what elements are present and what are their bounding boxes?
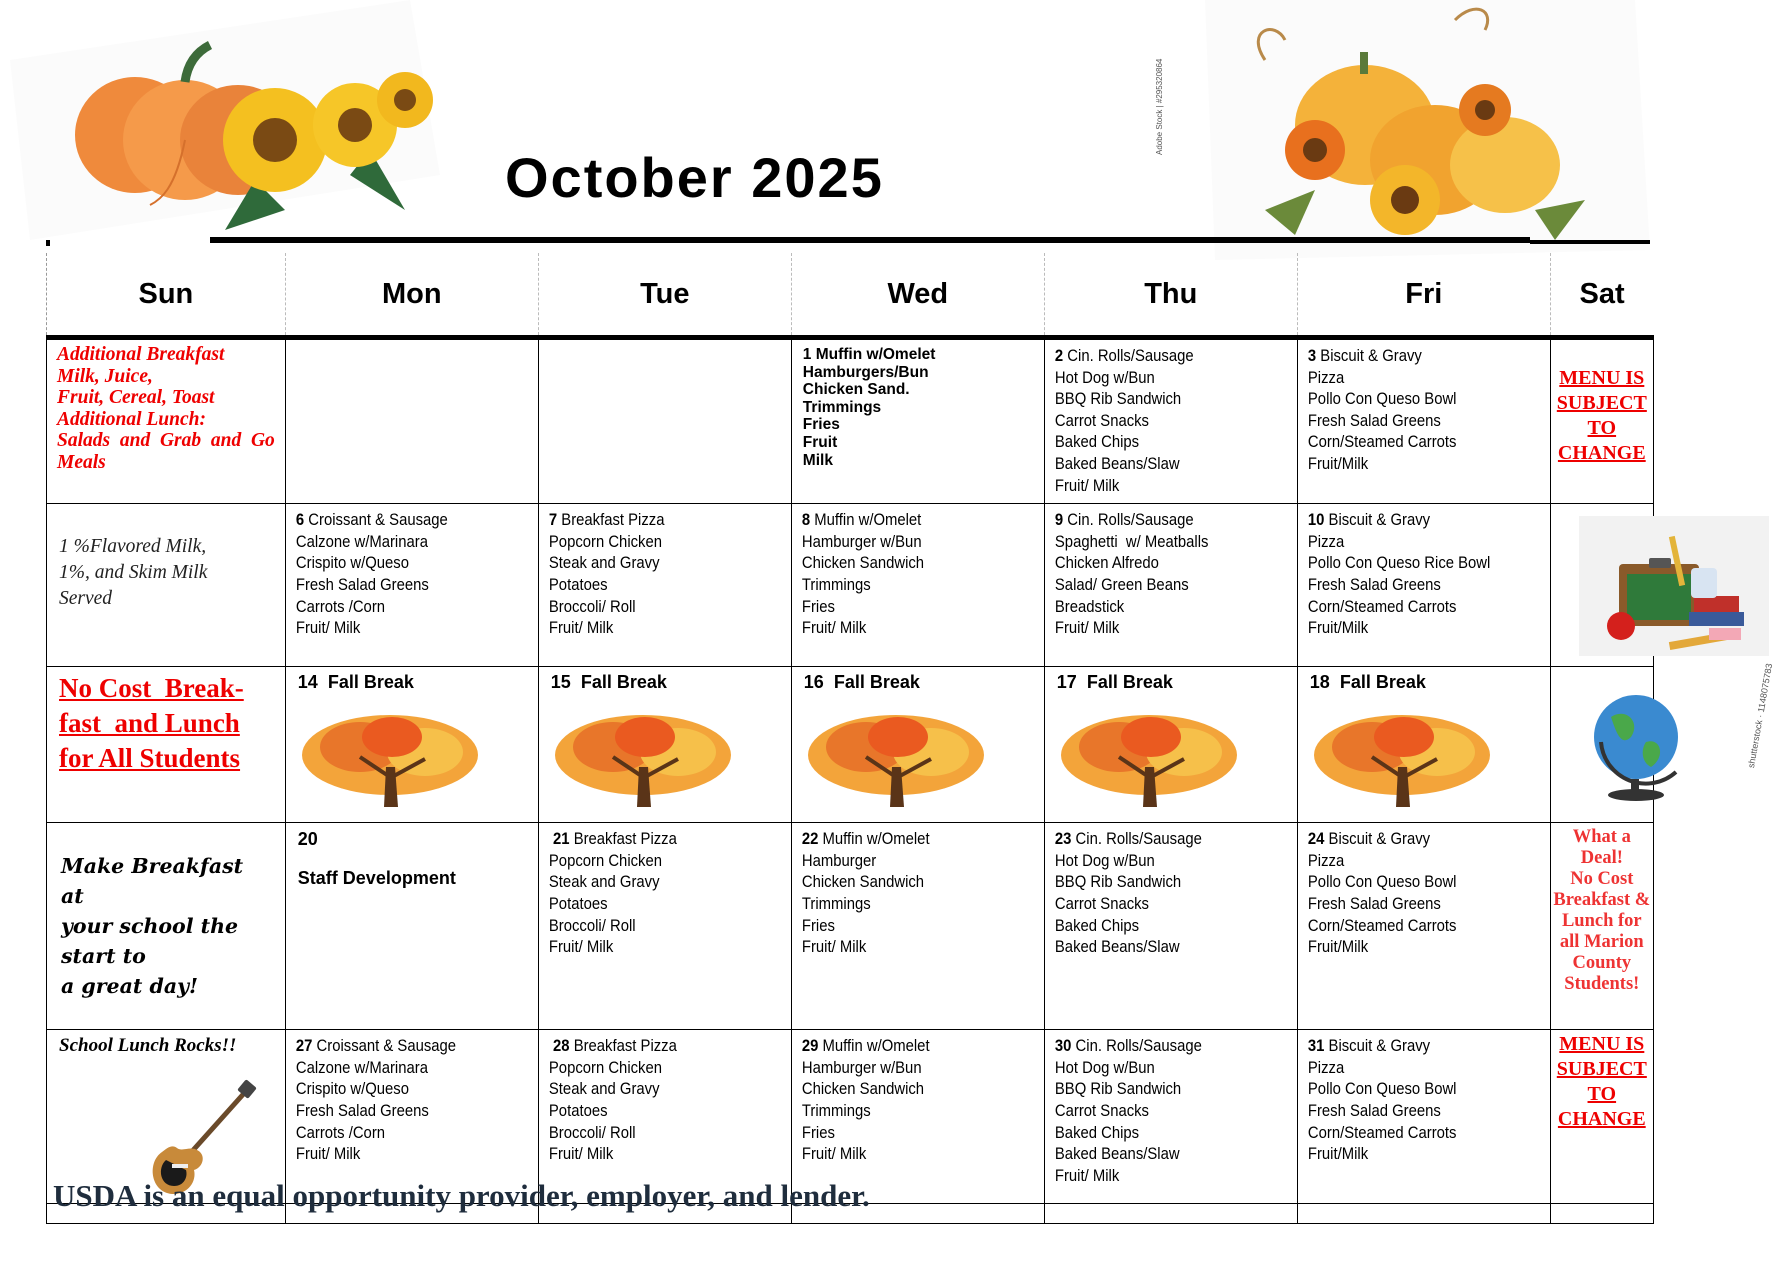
day-cell bbox=[1297, 338, 1550, 504]
no-cost-meals-notice: No Cost Break- fast and Lunch for All Students bbox=[59, 673, 244, 774]
menu-oct-21: 21 Breakfast Pizza Popcorn Chicken Steak and Gravy Potatoes Broccoli/ Roll Fruit/ Milk bbox=[548, 830, 677, 957]
fall-break-oct-17: 17 Fall Break bbox=[1056, 672, 1173, 693]
menu-oct-2: 2 Cin. Rolls/Sausage Hot Dog w/Bun BBQ Rib Sandwich Carrot Snacks Baked Chips Baked Beans/Slaw Fruit/ Milk bbox=[1054, 347, 1194, 495]
top-rule bbox=[210, 237, 1530, 243]
autumn-tree-clipart bbox=[1312, 707, 1492, 815]
week-row-3 bbox=[47, 667, 1654, 823]
day-cell bbox=[1550, 823, 1653, 1030]
autumn-tree-clipart bbox=[1059, 707, 1239, 815]
autumn-tree-clipart bbox=[553, 707, 733, 815]
globe-clipart bbox=[1586, 687, 1696, 802]
menu-oct-7: 7 Breakfast Pizza Popcorn Chicken Steak and Gravy Potatoes Broccoli/ Roll Fruit/ Milk bbox=[548, 511, 665, 638]
day-cell bbox=[1550, 662, 1774, 823]
day-cell bbox=[1044, 338, 1297, 504]
weekday-sat: Sat bbox=[1550, 253, 1653, 338]
staff-development-oct-20: 20 Staff Development bbox=[297, 829, 456, 889]
pumpkin-sunflower-illustration bbox=[10, 0, 440, 240]
day-cell bbox=[538, 823, 791, 1030]
fall-break-oct-16: 16 Fall Break bbox=[803, 672, 920, 693]
menu-oct-30: 30 Cin. Rolls/Sausage Hot Dog w/Bun BBQ Rib Sandwich Carrot Snacks Baked Chips Baked Beans/Slaw Fruit/ Milk bbox=[1054, 1037, 1202, 1185]
menu-oct-23: 23 Cin. Rolls/Sausage Hot Dog w/Bun BBQ Rib Sandwich Carrot Snacks Baked Chips Baked Beans/Slaw bbox=[1054, 830, 1202, 957]
page-title: October 2025 bbox=[505, 146, 884, 209]
day-cell bbox=[47, 667, 286, 823]
calendar-grid bbox=[46, 253, 1774, 1224]
day-cell bbox=[1550, 504, 1653, 667]
day-cell bbox=[1550, 338, 1653, 504]
week-row-2 bbox=[47, 504, 1654, 667]
day-cell bbox=[1297, 823, 1550, 1030]
day-cell bbox=[538, 667, 791, 823]
menu-oct-10: 10 Biscuit & Gravy Pizza Pollo Con Queso Rice Bowl Fresh Salad Greens Corn/Steamed Carrots Fruit/Milk bbox=[1307, 511, 1491, 638]
day-cell bbox=[1297, 504, 1550, 667]
make-breakfast-note: Make Breakfast at your school the start to a great day! bbox=[61, 854, 244, 999]
day-cell bbox=[1297, 667, 1550, 823]
menu-oct-29: 29 Muffin w/Omelet Hamburger w/Bun Chicken Sandwich Trimmings Fries Fruit/ Milk bbox=[801, 1037, 930, 1164]
top-rule-right bbox=[1530, 240, 1650, 244]
menu-oct-31: 31 Biscuit & Gravy Pizza Pollo Con Queso Bowl Fresh Salad Greens Corn/Steamed Carrots Fruit/Milk bbox=[1307, 1037, 1457, 1164]
menu-oct-8: 8 Muffin w/Omelet Hamburger w/Bun Chicken Sandwich Trimmings Fries Fruit/ Milk bbox=[801, 511, 924, 638]
week-row-1 bbox=[47, 338, 1654, 504]
menu-oct-6: 6 Croissant & Sausage Calzone w/Marinara Crispito w/Queso Fresh Salad Greens Carrots /Corn Fruit/ Milk bbox=[295, 511, 448, 638]
day-cell bbox=[285, 504, 538, 667]
day-cell bbox=[1297, 1030, 1550, 1204]
menu-oct-24: 24 Biscuit & Gravy Pizza Pollo Con Queso Bowl Fresh Salad Greens Corn/Steamed Carrots Fruit/Milk bbox=[1307, 830, 1457, 957]
day-cell-empty bbox=[285, 338, 538, 504]
day-cell bbox=[538, 504, 791, 667]
weekday-wed: Wed bbox=[791, 253, 1044, 338]
day-cell bbox=[1044, 504, 1297, 667]
menu-subject-to-change-notice: MENU IS SUBJECT TO CHANGE bbox=[1556, 367, 1647, 464]
day-cell bbox=[1550, 1030, 1653, 1204]
weekday-fri: Fri bbox=[1297, 253, 1550, 338]
day-cell bbox=[791, 504, 1044, 667]
weekday-tue: Tue bbox=[538, 253, 791, 338]
day-cell-empty bbox=[538, 338, 791, 504]
usda-footer: USDA is an equal opportunity provider, employer, and lender. bbox=[53, 1178, 870, 1213]
day-cell bbox=[47, 823, 286, 1030]
weekday-header-row bbox=[47, 253, 1654, 338]
pumpkin-arrangement-illustration bbox=[1205, 0, 1650, 260]
day-cell bbox=[791, 667, 1044, 823]
autumn-tree-clipart bbox=[300, 707, 480, 815]
day-cell bbox=[791, 338, 1044, 504]
weekday-mon: Mon bbox=[285, 253, 538, 338]
weekday-thu: Thu bbox=[1044, 253, 1297, 338]
stock-watermark: Adobe Stock | #295320864 bbox=[1155, 58, 1164, 155]
day-cell bbox=[47, 338, 286, 504]
day-cell bbox=[285, 823, 538, 1030]
fall-break-oct-14: 14 Fall Break bbox=[297, 672, 414, 693]
sunday-note-additional: Additional Breakfast Milk, Juice, Fruit, Cereal, Toast Additional Lunch: Salads and Grab and Go Meals bbox=[57, 344, 275, 473]
no-cost-deal-notice: What a Deal! No Cost Breakfast & Lunch for all Marion County Students! bbox=[1553, 827, 1651, 995]
day-cell bbox=[791, 823, 1044, 1030]
day-cell bbox=[1044, 667, 1297, 823]
week-row-4 bbox=[47, 823, 1654, 1030]
menu-subject-to-change-notice: MENU IS SUBJECT TO CHANGE bbox=[1556, 1033, 1647, 1131]
school-supplies-clipart bbox=[1579, 516, 1769, 656]
weekday-sun: Sun bbox=[47, 253, 286, 338]
stock-watermark: shutterstock · 1148075783 bbox=[1745, 662, 1774, 769]
fall-break-oct-15: 15 Fall Break bbox=[550, 672, 667, 693]
school-lunch-rocks-note: School Lunch Rocks!! bbox=[59, 1035, 237, 1057]
day-cell bbox=[285, 667, 538, 823]
menu-oct-3: 3 Biscuit & Gravy Pizza Pollo Con Queso Bowl Fresh Salad Greens Corn/Steamed Carrots Fruit/Milk bbox=[1307, 347, 1457, 473]
day-cell bbox=[47, 504, 286, 667]
menu-oct-1: 1 Muffin w/Omelet Hamburgers/Bun Chicken Sand. Trimmings Fries Fruit Milk bbox=[802, 346, 936, 469]
fall-break-oct-18: 18 Fall Break bbox=[1309, 672, 1426, 693]
menu-oct-22: 22 Muffin w/Omelet Hamburger Chicken Sandwich Trimmings Fries Fruit/ Milk bbox=[801, 830, 930, 957]
top-rule-left bbox=[46, 240, 50, 246]
day-cell bbox=[1044, 1030, 1297, 1204]
menu-oct-28: 28 Breakfast Pizza Popcorn Chicken Steak and Gravy Potatoes Broccoli/ Roll Fruit/ Milk bbox=[548, 1037, 677, 1164]
menu-oct-9: 9 Cin. Rolls/Sausage Spaghetti w/ Meatballs Chicken Alfredo Salad/ Green Beans Breadstick Fruit/ Milk bbox=[1054, 511, 1209, 638]
menu-oct-27: 27 Croissant & Sausage Calzone w/Marinara Crispito w/Queso Fresh Salad Greens Carrots /Corn Fruit/ Milk bbox=[295, 1037, 456, 1164]
milk-note: 1 %Flavored Milk, 1%, and Skim Milk Served bbox=[59, 536, 208, 610]
autumn-tree-clipart bbox=[806, 707, 986, 815]
day-cell bbox=[1044, 823, 1297, 1030]
